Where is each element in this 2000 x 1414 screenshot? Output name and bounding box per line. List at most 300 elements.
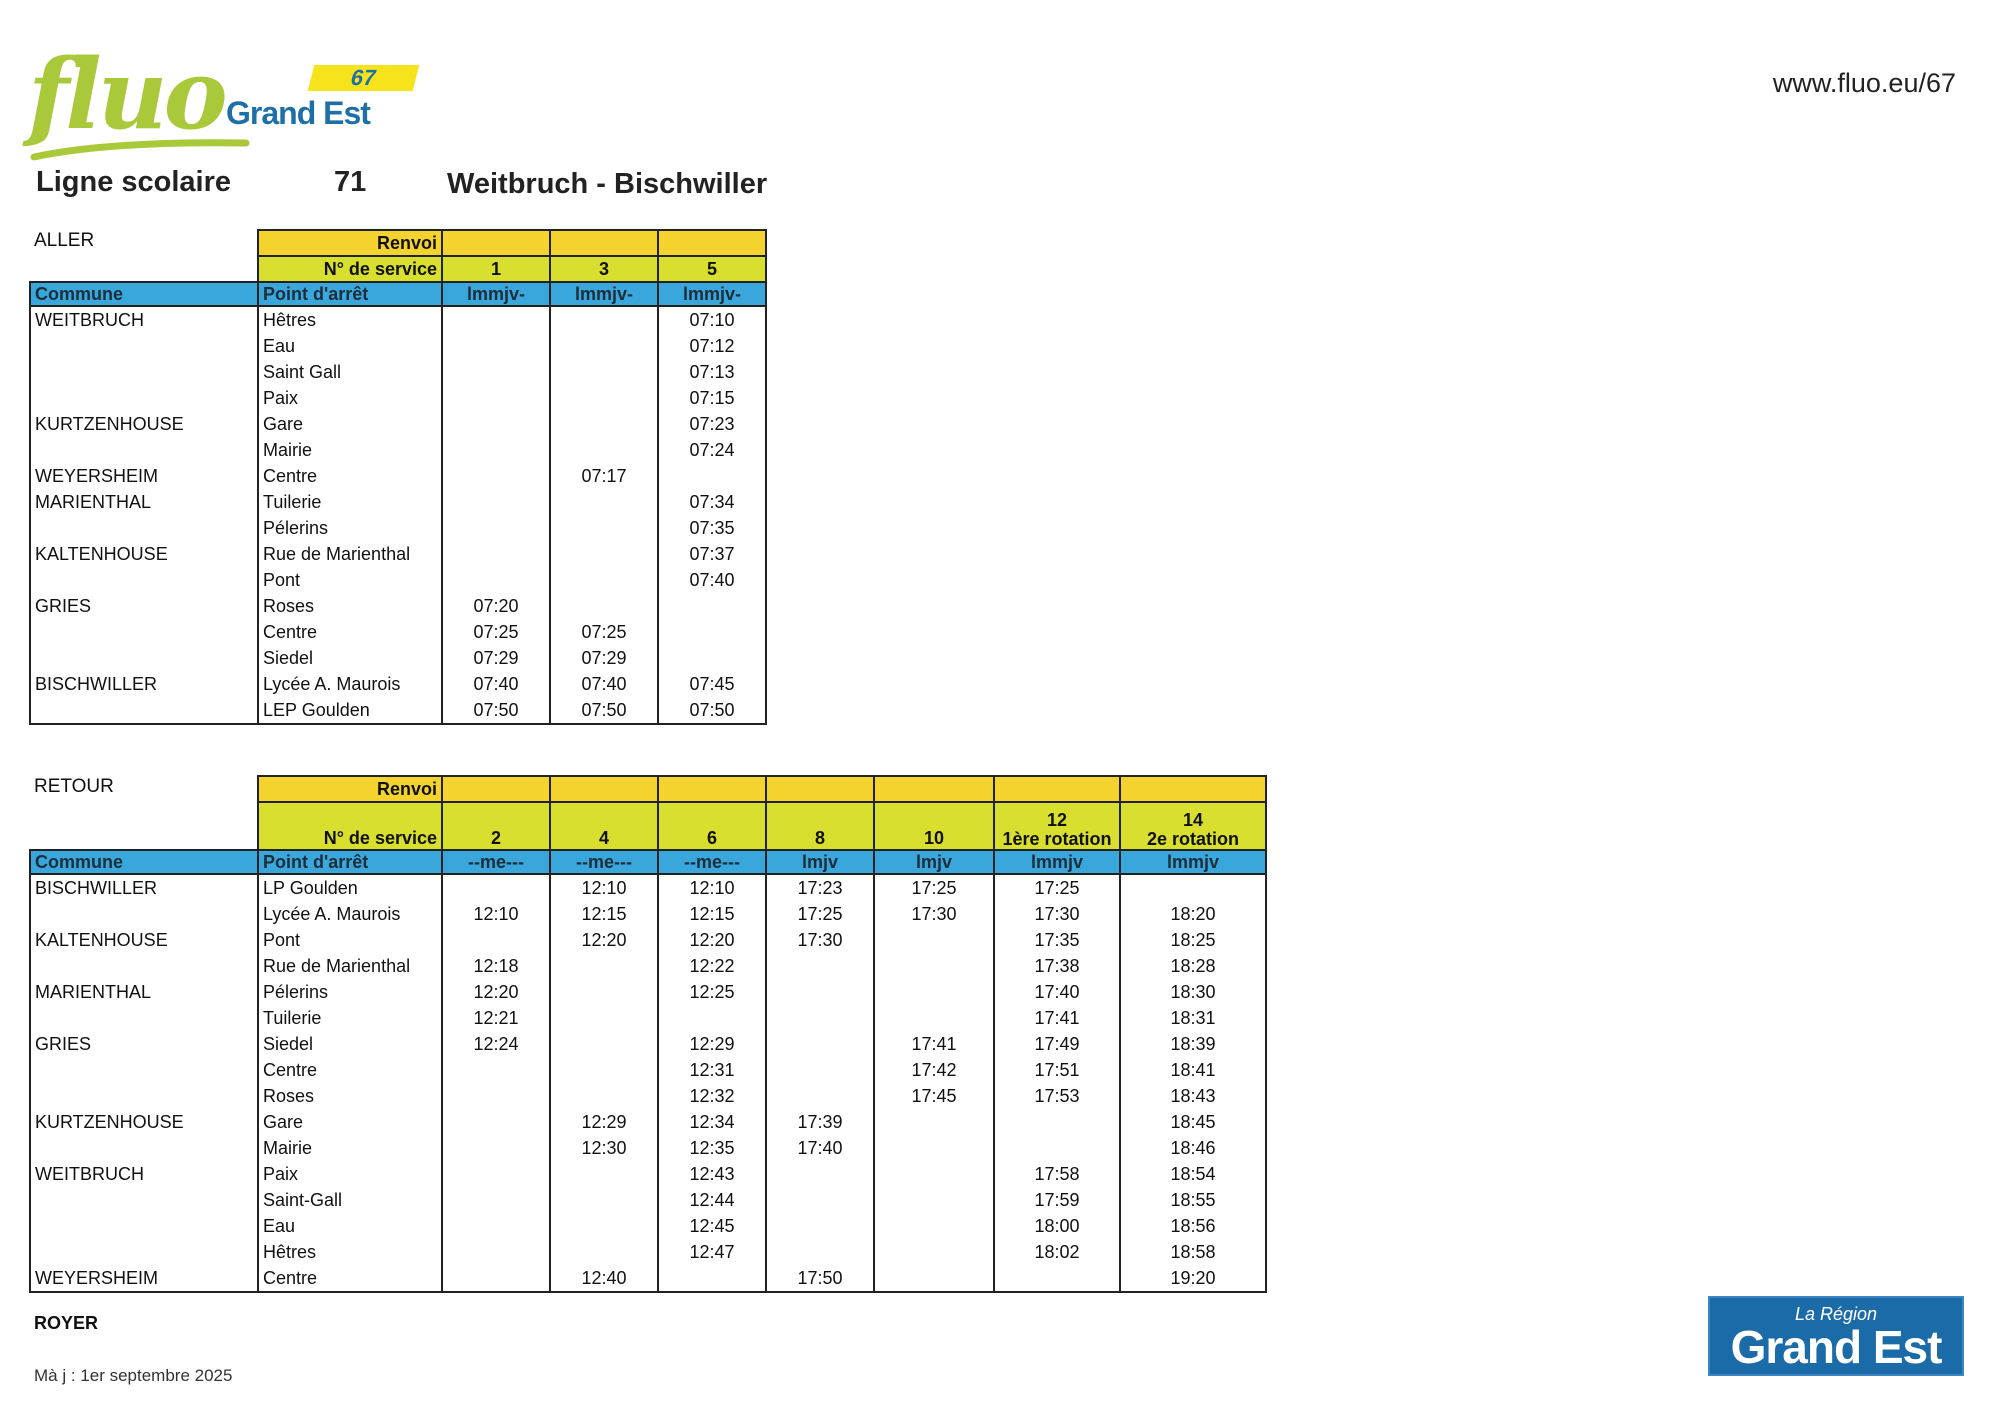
aller-service-label: N° de service xyxy=(258,256,442,282)
retour-time-cell: 17:40 xyxy=(994,979,1120,1005)
aller-time-cell: 07:20 xyxy=(442,593,550,619)
retour-time-cell: 12:10 xyxy=(550,874,658,901)
retour-service-days: --me--- xyxy=(442,850,550,874)
retour-service-number: 4 xyxy=(550,802,658,850)
retour-stop-cell: Roses xyxy=(258,1083,442,1109)
retour-time-cell xyxy=(550,1187,658,1213)
aller-commune-cell xyxy=(30,437,258,463)
retour-stop-cell: Eau xyxy=(258,1213,442,1239)
retour-service-days: --me--- xyxy=(550,850,658,874)
retour-time-cell: 18:20 xyxy=(1120,901,1266,927)
retour-table-row xyxy=(30,1187,1266,1213)
fluo-logo xyxy=(28,38,408,155)
aller-renvoi-cell xyxy=(550,230,658,256)
aller-time-cell: 07:50 xyxy=(550,697,658,724)
retour-time-cell: 12:35 xyxy=(658,1135,766,1161)
retour-time-cell: 12:29 xyxy=(658,1031,766,1057)
retour-service-number: 6 xyxy=(658,802,766,850)
retour-time-cell: 18:45 xyxy=(1120,1109,1266,1135)
retour-time-cell xyxy=(874,1161,994,1187)
retour-service-number: 2 xyxy=(442,802,550,850)
retour-service-number xyxy=(994,802,1120,850)
aller-time-cell: 07:10 xyxy=(658,306,766,333)
retour-time-cell: 18:25 xyxy=(1120,927,1266,953)
aller-time-cell: 07:15 xyxy=(658,385,766,411)
retour-time-cell: 12:20 xyxy=(550,927,658,953)
retour-time-cell: 12:24 xyxy=(442,1031,550,1057)
aller-stop-cell: Siedel xyxy=(258,645,442,671)
aller-commune-cell: BISCHWILLER xyxy=(30,671,258,697)
aller-commune-header: Commune xyxy=(30,282,258,306)
aller-table-row xyxy=(30,385,766,411)
retour-service-number-value: 12 xyxy=(1046,810,1068,830)
aller-time-cell xyxy=(550,333,658,359)
retour-stop-cell: Saint-Gall xyxy=(258,1187,442,1213)
aller-renvoi-cell xyxy=(658,230,766,256)
retour-time-cell: 12:10 xyxy=(658,874,766,901)
aller-time-cell xyxy=(442,411,550,437)
retour-service-days: lmmjv xyxy=(994,850,1120,874)
aller-table-row xyxy=(30,541,766,567)
aller-service-number: 5 xyxy=(658,256,766,282)
aller-time-cell xyxy=(550,567,658,593)
retour-time-cell: 12:29 xyxy=(550,1109,658,1135)
retour-time-cell: 18:41 xyxy=(1120,1057,1266,1083)
retour-time-cell: 18:30 xyxy=(1120,979,1266,1005)
retour-service-label: N° de service xyxy=(258,802,442,850)
retour-time-cell xyxy=(874,953,994,979)
region-grand-est-logo xyxy=(1708,1296,1964,1376)
retour-time-cell: 17:25 xyxy=(994,874,1120,901)
region-logo-small-text: La Région xyxy=(1794,1304,1878,1324)
aller-time-cell xyxy=(550,359,658,385)
retour-time-cell: 17:30 xyxy=(874,901,994,927)
aller-stop-cell: Tuilerie xyxy=(258,489,442,515)
retour-time-cell xyxy=(994,1265,1120,1292)
retour-commune-cell: KURTZENHOUSE xyxy=(30,1109,258,1135)
retour-time-cell xyxy=(766,1057,874,1083)
retour-time-cell: 17:42 xyxy=(874,1057,994,1083)
retour-time-cell xyxy=(874,1187,994,1213)
aller-commune-cell: GRIES xyxy=(30,593,258,619)
retour-stop-header: Point d'arrêt xyxy=(258,850,442,874)
retour-service-days: lmjv xyxy=(766,850,874,874)
aller-time-cell: 07:50 xyxy=(658,697,766,724)
aller-time-cell xyxy=(550,515,658,541)
retour-time-cell xyxy=(550,1031,658,1057)
aller-renvoi-cell xyxy=(442,230,550,256)
aller-time-cell: 07:23 xyxy=(658,411,766,437)
retour-time-cell xyxy=(766,979,874,1005)
aller-stop-cell: LEP Goulden xyxy=(258,697,442,724)
retour-time-cell: 19:20 xyxy=(1120,1265,1266,1292)
retour-time-cell: 17:49 xyxy=(994,1031,1120,1057)
retour-time-cell xyxy=(994,1135,1120,1161)
retour-time-cell: 17:25 xyxy=(874,874,994,901)
aller-stop-cell: Centre xyxy=(258,619,442,645)
retour-table-row xyxy=(30,1005,1266,1031)
retour-time-cell: 12:20 xyxy=(442,979,550,1005)
aller-time-cell xyxy=(658,593,766,619)
retour-time-cell xyxy=(442,1187,550,1213)
retour-time-cell: 12:40 xyxy=(550,1265,658,1292)
aller-time-cell: 07:12 xyxy=(658,333,766,359)
retour-commune-cell: WEYERSHEIM xyxy=(30,1265,258,1292)
aller-table-row xyxy=(30,437,766,463)
retour-time-cell xyxy=(550,1161,658,1187)
retour-time-cell xyxy=(442,1265,550,1292)
logo-grand-est-text: Grand Est xyxy=(226,95,370,131)
retour-service-days: lmjv xyxy=(874,850,994,874)
logo-67-badge: 67 xyxy=(308,65,419,91)
retour-time-cell: 12:30 xyxy=(550,1135,658,1161)
retour-time-cell: 12:25 xyxy=(658,979,766,1005)
aller-time-cell: 07:40 xyxy=(658,567,766,593)
retour-time-cell xyxy=(874,979,994,1005)
retour-time-cell xyxy=(550,1239,658,1265)
retour-time-cell: 18:55 xyxy=(1120,1187,1266,1213)
retour-commune-cell xyxy=(30,1057,258,1083)
retour-table-row xyxy=(30,874,1266,901)
retour-stop-cell: Rue de Marienthal xyxy=(258,953,442,979)
retour-stop-cell: Mairie xyxy=(258,1135,442,1161)
retour-renvoi-cell xyxy=(1120,776,1266,802)
retour-time-cell xyxy=(550,979,658,1005)
retour-time-cell: 18:58 xyxy=(1120,1239,1266,1265)
retour-time-cell xyxy=(766,1005,874,1031)
retour-time-cell: 18:00 xyxy=(994,1213,1120,1239)
aller-time-cell: 07:17 xyxy=(550,463,658,489)
retour-stop-cell: Paix xyxy=(258,1161,442,1187)
retour-table-row xyxy=(30,1161,1266,1187)
retour-time-cell: 17:50 xyxy=(766,1265,874,1292)
retour-time-cell: 17:30 xyxy=(994,901,1120,927)
retour-time-cell xyxy=(550,1083,658,1109)
retour-commune-cell: WEITBRUCH xyxy=(30,1161,258,1187)
retour-commune-cell: BISCHWILLER xyxy=(30,874,258,901)
retour-time-cell: 17:35 xyxy=(994,927,1120,953)
aller-table-row xyxy=(30,619,766,645)
retour-time-cell xyxy=(442,1239,550,1265)
aller-time-cell xyxy=(658,463,766,489)
retour-table-row xyxy=(30,1109,1266,1135)
retour-time-cell: 12:21 xyxy=(442,1005,550,1031)
aller-time-cell xyxy=(442,333,550,359)
aller-time-cell xyxy=(550,489,658,515)
aller-time-cell xyxy=(442,541,550,567)
retour-time-cell xyxy=(766,953,874,979)
retour-time-cell xyxy=(766,1187,874,1213)
retour-commune-cell xyxy=(30,1135,258,1161)
retour-time-cell xyxy=(874,1135,994,1161)
aller-stop-cell: Rue de Marienthal xyxy=(258,541,442,567)
retour-time-cell: 18:46 xyxy=(1120,1135,1266,1161)
retour-time-cell xyxy=(766,1239,874,1265)
aller-stop-cell: Eau xyxy=(258,333,442,359)
aller-stop-cell: Roses xyxy=(258,593,442,619)
aller-time-cell: 07:45 xyxy=(658,671,766,697)
aller-commune-cell xyxy=(30,619,258,645)
aller-table-row xyxy=(30,463,766,489)
retour-commune-cell xyxy=(30,1239,258,1265)
aller-time-cell: 07:50 xyxy=(442,697,550,724)
aller-time-cell: 07:29 xyxy=(442,645,550,671)
retour-table-row xyxy=(30,927,1266,953)
retour-time-cell: 17:53 xyxy=(994,1083,1120,1109)
retour-time-cell: 12:18 xyxy=(442,953,550,979)
retour-commune-cell: GRIES xyxy=(30,1031,258,1057)
aller-time-cell xyxy=(442,567,550,593)
aller-service-days: lmmjv- xyxy=(658,282,766,306)
retour-service-rotation: 1ère rotation xyxy=(1002,829,1112,849)
retour-time-cell: 12:22 xyxy=(658,953,766,979)
aller-table-row xyxy=(30,333,766,359)
aller-table-row xyxy=(30,567,766,593)
aller-time-cell: 07:24 xyxy=(658,437,766,463)
retour-time-cell xyxy=(442,874,550,901)
retour-time-cell xyxy=(550,1057,658,1083)
region-logo-big-text: Grand Est xyxy=(1730,1321,1942,1373)
retour-time-cell: 12:15 xyxy=(550,901,658,927)
aller-time-cell xyxy=(550,593,658,619)
retour-table-row xyxy=(30,1239,1266,1265)
retour-table-row xyxy=(30,1265,1266,1292)
retour-stop-cell: Centre xyxy=(258,1057,442,1083)
retour-commune-cell xyxy=(30,1083,258,1109)
retour-time-cell: 17:41 xyxy=(874,1031,994,1057)
retour-commune-cell xyxy=(30,901,258,927)
retour-time-cell xyxy=(550,953,658,979)
aller-commune-cell xyxy=(30,333,258,359)
line-number: 71 xyxy=(334,166,367,198)
retour-time-cell: 18:56 xyxy=(1120,1213,1266,1239)
aller-service-days: lmmjv- xyxy=(442,282,550,306)
line-type: Ligne scolaire xyxy=(36,166,232,198)
aller-time-cell xyxy=(658,645,766,671)
retour-time-cell: 18:31 xyxy=(1120,1005,1266,1031)
retour-time-cell xyxy=(874,1265,994,1292)
retour-time-cell: 18:28 xyxy=(1120,953,1266,979)
retour-time-cell: 12:43 xyxy=(658,1161,766,1187)
retour-commune-cell xyxy=(30,1213,258,1239)
retour-renvoi-cell xyxy=(442,776,550,802)
retour-time-cell: 18:43 xyxy=(1120,1083,1266,1109)
aller-time-cell xyxy=(442,437,550,463)
retour-time-cell xyxy=(874,1239,994,1265)
retour-stop-cell: Tuilerie xyxy=(258,1005,442,1031)
aller-table-row xyxy=(30,697,766,724)
aller-table-row xyxy=(30,645,766,671)
aller-time-cell xyxy=(658,619,766,645)
website-url: www.fluo.eu/67 xyxy=(1772,68,1956,98)
retour-service-number: 10 xyxy=(874,802,994,850)
aller-table-row xyxy=(30,359,766,385)
aller-stop-cell: Centre xyxy=(258,463,442,489)
aller-time-cell xyxy=(442,385,550,411)
aller-commune-cell xyxy=(30,697,258,724)
retour-time-cell: 17:41 xyxy=(994,1005,1120,1031)
retour-time-cell xyxy=(442,1161,550,1187)
retour-time-cell: 17:45 xyxy=(874,1083,994,1109)
retour-commune-cell xyxy=(30,1005,258,1031)
aller-stop-header: Point d'arrêt xyxy=(258,282,442,306)
aller-table-row xyxy=(30,489,766,515)
aller-service-number: 3 xyxy=(550,256,658,282)
retour-commune-cell: MARIENTHAL xyxy=(30,979,258,1005)
aller-stop-cell: Lycée A. Maurois xyxy=(258,671,442,697)
retour-time-cell: 17:59 xyxy=(994,1187,1120,1213)
aller-table-row xyxy=(30,411,766,437)
retour-renvoi-cell xyxy=(658,776,766,802)
aller-time-cell xyxy=(442,515,550,541)
aller-time-cell: 07:35 xyxy=(658,515,766,541)
aller-renvoi-label: Renvoi xyxy=(258,230,442,256)
retour-commune-cell: KALTENHOUSE xyxy=(30,927,258,953)
aller-commune-cell xyxy=(30,515,258,541)
aller-table-row xyxy=(30,593,766,619)
aller-stop-cell: Mairie xyxy=(258,437,442,463)
retour-renvoi-cell xyxy=(874,776,994,802)
logo-swoosh-icon xyxy=(30,137,250,161)
aller-commune-cell xyxy=(30,645,258,671)
retour-stop-cell: Gare xyxy=(258,1109,442,1135)
retour-time-cell: 12:34 xyxy=(658,1109,766,1135)
retour-time-cell xyxy=(442,1135,550,1161)
retour-table-row xyxy=(30,1135,1266,1161)
retour-time-cell: 18:39 xyxy=(1120,1031,1266,1057)
retour-time-cell: 18:54 xyxy=(1120,1161,1266,1187)
retour-stop-cell: LP Goulden xyxy=(258,874,442,901)
retour-service-rotation: 2e rotation xyxy=(1146,829,1239,849)
retour-time-cell xyxy=(442,1213,550,1239)
retour-time-cell: 12:47 xyxy=(658,1239,766,1265)
retour-table-row xyxy=(30,1057,1266,1083)
aller-service-days: lmmjv- xyxy=(550,282,658,306)
retour-table-row xyxy=(30,1083,1266,1109)
aller-time-cell: 07:25 xyxy=(442,619,550,645)
retour-time-cell: 17:23 xyxy=(766,874,874,901)
aller-time-cell xyxy=(550,385,658,411)
aller-commune-cell xyxy=(30,359,258,385)
aller-commune-cell: KALTENHOUSE xyxy=(30,541,258,567)
aller-time-cell: 07:13 xyxy=(658,359,766,385)
retour-renvoi-label: Renvoi xyxy=(258,776,442,802)
aller-time-cell xyxy=(442,359,550,385)
retour-time-cell xyxy=(442,927,550,953)
aller-time-cell: 07:29 xyxy=(550,645,658,671)
aller-time-cell: 07:37 xyxy=(658,541,766,567)
retour-label: RETOUR xyxy=(34,776,114,797)
retour-renvoi-cell xyxy=(766,776,874,802)
retour-stop-cell: Lycée A. Maurois xyxy=(258,901,442,927)
retour-service-number xyxy=(1120,802,1266,850)
retour-time-cell xyxy=(874,1005,994,1031)
aller-time-cell: 07:34 xyxy=(658,489,766,515)
aller-stop-cell: Gare xyxy=(258,411,442,437)
retour-table-row xyxy=(30,979,1266,1005)
retour-service-days: --me--- xyxy=(658,850,766,874)
retour-commune-cell xyxy=(30,953,258,979)
aller-time-cell xyxy=(550,541,658,567)
retour-time-cell xyxy=(766,1083,874,1109)
retour-time-cell: 17:30 xyxy=(766,927,874,953)
retour-time-cell: 12:20 xyxy=(658,927,766,953)
aller-stop-cell: Paix xyxy=(258,385,442,411)
aller-time-cell xyxy=(550,306,658,333)
aller-time-cell: 07:40 xyxy=(550,671,658,697)
retour-time-cell: 17:25 xyxy=(766,901,874,927)
retour-time-cell xyxy=(766,1161,874,1187)
aller-commune-cell xyxy=(30,385,258,411)
retour-time-cell: 12:31 xyxy=(658,1057,766,1083)
retour-time-cell: 12:10 xyxy=(442,901,550,927)
aller-stop-cell: Pélerins xyxy=(258,515,442,541)
retour-time-cell: 12:15 xyxy=(658,901,766,927)
retour-table-row xyxy=(30,953,1266,979)
retour-time-cell xyxy=(550,1213,658,1239)
retour-time-cell: 12:44 xyxy=(658,1187,766,1213)
retour-time-cell xyxy=(994,1109,1120,1135)
retour-renvoi-cell xyxy=(550,776,658,802)
aller-service-number: 1 xyxy=(442,256,550,282)
update-date: Mà j : 1er septembre 2025 xyxy=(34,1366,233,1385)
retour-stop-cell: Hêtres xyxy=(258,1239,442,1265)
aller-timetable xyxy=(29,229,767,725)
aller-commune-cell: KURTZENHOUSE xyxy=(30,411,258,437)
retour-service-number: 8 xyxy=(766,802,874,850)
retour-time-cell xyxy=(442,1057,550,1083)
retour-time-cell: 17:58 xyxy=(994,1161,1120,1187)
aller-time-cell xyxy=(442,306,550,333)
retour-time-cell xyxy=(874,1109,994,1135)
retour-renvoi-cell xyxy=(994,776,1120,802)
retour-time-cell xyxy=(550,1005,658,1031)
retour-commune-cell xyxy=(30,1187,258,1213)
aller-time-cell xyxy=(550,437,658,463)
retour-time-cell xyxy=(766,1213,874,1239)
aller-time-cell: 07:40 xyxy=(442,671,550,697)
retour-time-cell: 12:32 xyxy=(658,1083,766,1109)
retour-stop-cell: Pont xyxy=(258,927,442,953)
aller-table-row xyxy=(30,515,766,541)
retour-time-cell: 17:39 xyxy=(766,1109,874,1135)
aller-table-row xyxy=(30,671,766,697)
line-name: Weitbruch - Bischwiller xyxy=(447,168,768,200)
retour-time-cell xyxy=(1120,874,1266,901)
retour-time-cell xyxy=(766,1031,874,1057)
retour-stop-cell: Siedel xyxy=(258,1031,442,1057)
retour-time-cell: 17:40 xyxy=(766,1135,874,1161)
retour-table-row xyxy=(30,1031,1266,1057)
aller-commune-cell: WEYERSHEIM xyxy=(30,463,258,489)
aller-commune-cell: MARIENTHAL xyxy=(30,489,258,515)
aller-table-row xyxy=(30,306,766,333)
aller-commune-cell xyxy=(30,567,258,593)
retour-time-cell: 17:38 xyxy=(994,953,1120,979)
retour-time-cell: 17:51 xyxy=(994,1057,1120,1083)
retour-stop-cell: Centre xyxy=(258,1265,442,1292)
retour-time-cell xyxy=(442,1109,550,1135)
aller-time-cell: 07:25 xyxy=(550,619,658,645)
retour-time-cell xyxy=(874,927,994,953)
aller-time-cell xyxy=(442,489,550,515)
retour-time-cell xyxy=(874,1213,994,1239)
retour-time-cell: 12:45 xyxy=(658,1213,766,1239)
aller-stop-cell: Hêtres xyxy=(258,306,442,333)
retour-table-row xyxy=(30,901,1266,927)
retour-service-number-value: 14 xyxy=(1182,810,1204,830)
aller-time-cell xyxy=(442,463,550,489)
